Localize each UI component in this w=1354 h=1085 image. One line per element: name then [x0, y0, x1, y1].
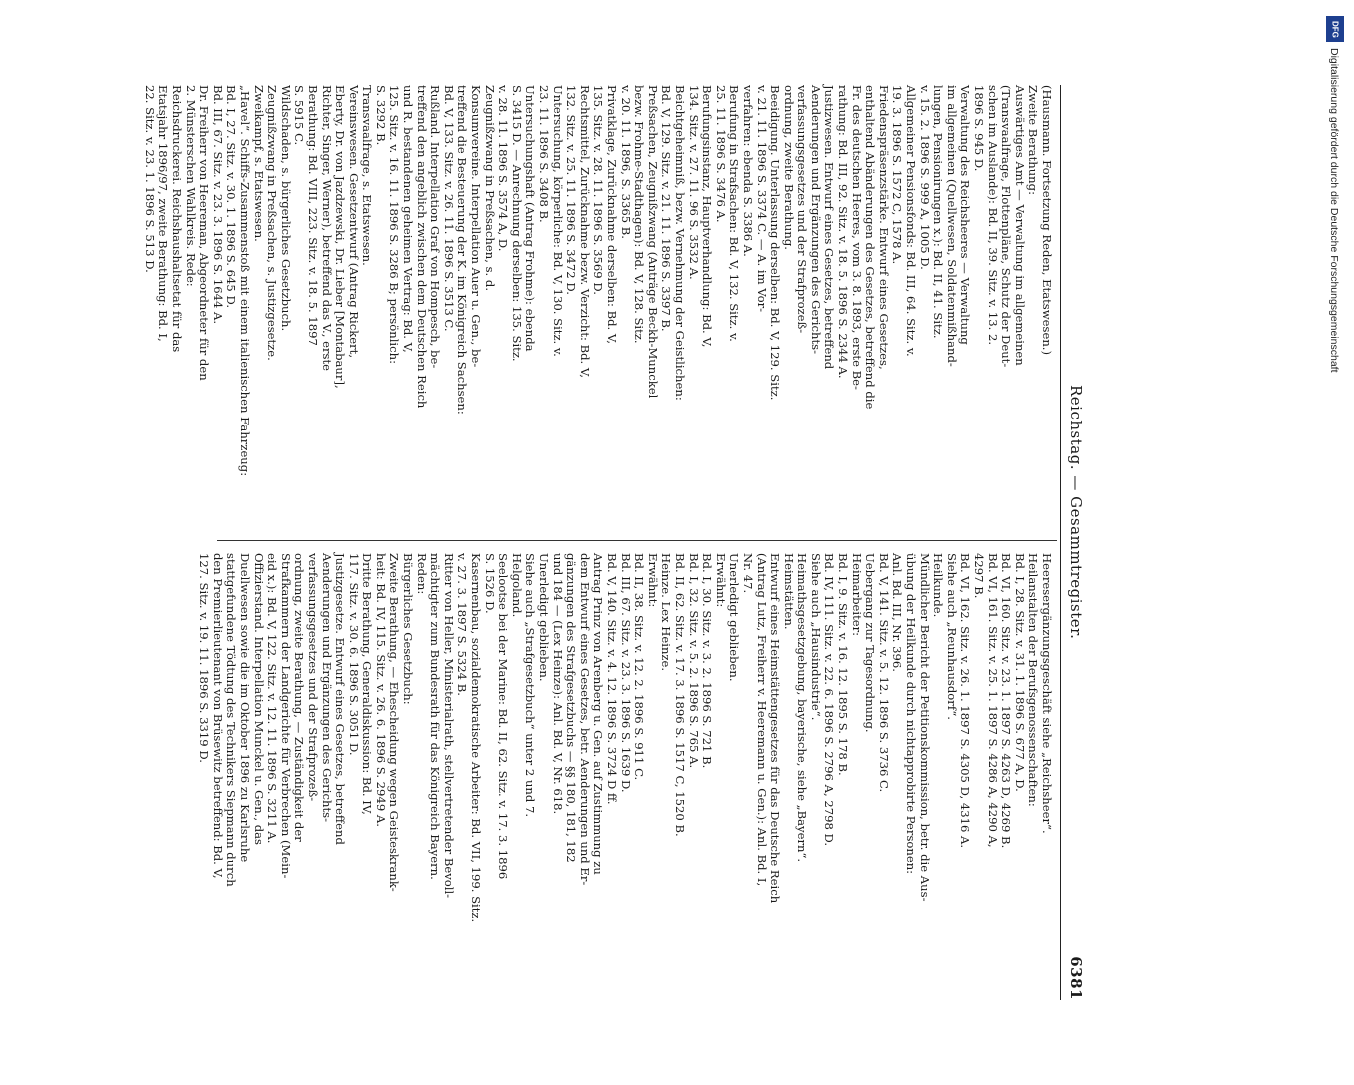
header-rule [1060, 85, 1061, 1000]
index-line: Allgemeiner Pensionsfonds: Bd. III, 64. Sitz. v. [904, 85, 919, 357]
index-line: übung der Heilkunde durch nichtapprobirte Personen: [904, 553, 919, 875]
index-line: Auswärtiges Amt — Verwaltung im allgemeinen [1012, 85, 1027, 366]
index-line: Aenderungen und Ergänzungen des Gerichts- [319, 553, 334, 822]
index-line: Uebergang zur Tagesordnung. [863, 553, 878, 733]
index-line: Seelootse bei der Marine: Bd. II, 62. Sitz. v. 17. 3. 1896 [496, 553, 511, 880]
index-line: Bd. V, 133. Sitz. v. 26. 11. 1896 S. 3513 C. [441, 85, 456, 332]
column-divider [217, 540, 1057, 541]
index-line: Untersuchung, körperliche: Bd. V, 130. Sitz. v. [550, 85, 565, 357]
dfg-logo: DFG [1326, 16, 1344, 42]
index-line: Anl. Bd. III, Nr. 396. [890, 553, 905, 672]
index-line: gänzungen des Strafgesetzbuchs — §§ 180, 181, 182 [564, 553, 579, 863]
index-line: (Transvaalfrage, Flottenpläne, Schutz der Deut- [999, 85, 1014, 368]
index-line: Kasernenbau, sozialdemokratische Arbeiter: Bd. VII, 199. Sitz. [469, 553, 484, 923]
index-line: 4297 B. [972, 553, 987, 599]
index-line: Heimarbeiter: [849, 553, 864, 637]
index-line: 23. 11. 1896 S. 3408 B. [537, 85, 552, 223]
index-line: S. 5915 C. [292, 85, 307, 146]
left-column [142, 85, 1054, 525]
index-line: Beeidigung. Unterlassung derselben: Bd. V, 129. Sitz. [768, 85, 783, 401]
index-line: eid x.): Bd. V, 122. Sitz. v. 12. 11. 1896 S. 3211 A. [265, 553, 280, 844]
index-line: Ritter von Heller, Ministerialrath, stellvertretender Bevoll- [441, 553, 456, 899]
index-line: Reichsdruckerei. Reichshaushaltsetat für das [170, 85, 184, 353]
index-line: Verwaltung des Reichsheeres — Verwaltung [958, 85, 973, 345]
index-line: Bd. V, 141. Sitz. v. 5. 12. 1896 S. 3736 C. [876, 553, 891, 793]
index-line: 132. Sitz. v. 25. 11. 1896 S. 3472 D. [564, 85, 579, 295]
index-line: Heeresergänzungsgeschäft siehe „Reichsheer“. [1040, 553, 1054, 834]
index-line: Berufungsinstanz, Hauptverhandlung: Bd. V, [700, 85, 715, 348]
index-line: v. 20. 11. 1896, S. 3365 B. [618, 85, 633, 239]
index-line: Bd. I, 9. Sitz. v. 16. 12. 1895 S. 178 B. [836, 553, 851, 776]
index-line: 25. 11. 1896 S. 3476 A. [713, 85, 728, 223]
index-line: Wildschaden, s. bürgerliches Gesetzbuch. [278, 85, 293, 332]
running-title: Reichstag. — Gesammtregister. [1067, 385, 1085, 640]
index-line: Bd. III, 67. Sitz. v. 23. 3. 1896 S. 1644 A. [210, 85, 225, 325]
index-line: Heilanstalten der Berufsgenossenschaften: [1026, 553, 1041, 807]
index-line: Untersuchungshaft (Antrag Frohme): ebenda [523, 85, 538, 352]
index-line: Reden: [414, 553, 429, 595]
index-line: Erwähnt: [713, 553, 728, 608]
index-line: Bd. V, 140. Sitz. v. 4. 12. 1896 S. 3724 D ff. [605, 553, 619, 805]
index-line: Unerledigt geblieben. [537, 553, 552, 682]
index-line: Heilkunde. [931, 553, 946, 618]
index-line: Erwähnt: [645, 553, 660, 608]
index-line: Beichtgeheimniß, bezw. Vernehmung der Geistlichen: [672, 85, 687, 401]
index-line: 117. Sitz. v. 30. 6. 1896 S. 3051 D. [346, 553, 361, 756]
index-line: Rechtsmittel, Zurücknahme bezw. Verzicht: Bd. V, [577, 85, 592, 378]
index-line: Siehe auch „Reunhausdorf“. [944, 553, 959, 720]
index-line: verfassungsgesetzes und der Strafprozeß- [305, 553, 320, 802]
index-line: Duellwesen sowie die im Oktober 1896 zu Karlsruhe [237, 553, 252, 863]
index-line: Bd. II, 62. Sitz. v. 17. 3. 1896 S. 1517 C, 1520 B. [672, 553, 687, 837]
index-line: Bd. VI, 160. Sitz. v. 23. 1. 1897 S. 4263 D, 4269 B. [999, 553, 1014, 849]
index-line: Bd. VI, 162. Sitz. v. 26. 1. 1897 S. 4305 D, 4316 A. [958, 553, 973, 849]
index-line: 127. Sitz. v. 19. 11. 1896 S. 3319 D. [197, 553, 212, 763]
index-line: Transvaalfrage, s. Etatswesen. [360, 85, 375, 266]
running-head [1063, 85, 1085, 1000]
index-line: Berathung: Bd. VIII, 223. Sitz. v. 18. 5. 1897 [305, 85, 320, 346]
index-line: Heimathsgesetzgebung, bayerische, siehe „Bayern“. [795, 553, 810, 863]
index-line: ordnung, zweite Berathung. [781, 85, 796, 250]
index-line: Berufung in Strafsachen: Bd. V, 132. Sitz. v. [727, 85, 742, 342]
index-line: 135. Sitz. v. 28. 11. 1896 S. 3569 D. [591, 85, 606, 295]
index-line: Fr. des deutschen Heeres, vom 3. 8. 1893, erste Be- [849, 85, 864, 390]
index-line: lungen, Pensionirungen x.): Bd. II, 41. Sitz. [931, 85, 946, 339]
index-line: S. 3292 B. [373, 85, 388, 146]
index-line: Heinze. Lex Heinze. [659, 553, 674, 672]
index-line: v. 21. 11. 1896 S. 3374 C. — A. im Vor- [754, 85, 769, 313]
index-line: Bd. VI, 161. Sitz. v. 25. 1. 1897 S. 4286 A, 4290 A, [985, 553, 1000, 848]
index-line: dem Entwurf eines Gesetzes, betr. Aenderungen und Er- [577, 553, 592, 886]
index-line: 2. Münsterschen Wahlkreis. Rede: [183, 85, 198, 287]
index-line: Bd. I, 28. Sitz. v. 31. 1. 1896 S. 677 A, D. [1012, 553, 1027, 792]
dfg-credit-text: Digitalisierung gefördert durch die Deutsche Forschungsgemeinschaft [1328, 48, 1340, 373]
index-line: Zweikampf, s. Etatswesen. [251, 85, 266, 242]
index-line: Bd. V, 129. Sitz. v. 21. 11. 1896 S. 3397 B. [659, 85, 674, 332]
index-line: Privatklage, Zurücknahme derselben: Bd. V, [605, 85, 619, 344]
index-line: bezw. Frohme-Stadthagen): Bd. V, 128. Sitz. [632, 85, 647, 344]
index-line: Rußland. Interpellation Graf von Hompesch, be- [428, 85, 443, 369]
index-line: 22. Sitz. v. 23. 1. 1896 S. 513 D. [142, 85, 157, 273]
index-line: und 184 — (Lex Heinze): Anl. Bd. V, Nr. 618. [550, 553, 565, 815]
index-line: enthaltend Abänderungen des Gesetzes, betreffend die [863, 85, 878, 410]
index-line: Justizgesetze. Entwurf eines Gesetzes, betreffend [333, 553, 348, 845]
index-line: 1896 S. 945 D. [972, 85, 987, 172]
index-line: im allgemeinen (Quellwesen, Soldatenmißhand- [944, 85, 959, 367]
index-line: „Havel“. Schiffs-Zusammenstoß mit einem italienischen Fahrzeug: [237, 85, 252, 477]
index-line: (Antrag Lutz, Freiherr v. Heeremann u. Gen.): Anl. Bd. I, [754, 553, 769, 887]
dfg-side-note [1318, 8, 1354, 988]
index-line: Helgoland. [509, 553, 524, 618]
index-line: Heimstätten. [781, 553, 796, 630]
index-line: Nr. 47. [740, 553, 755, 594]
index-line: Mündlicher Bericht der Petitionskommission, betr. die Aus- [917, 553, 932, 902]
index-line: v. 15. 2. 1896 S. 999 A, 1005 D. [917, 85, 932, 270]
index-line: Dritte Berathung, Generaldiskussion: Bd. IV, [360, 553, 375, 815]
index-line: Siehe auch „Strafgesetzbuch“ unter 2 und 7. [523, 553, 538, 818]
index-line: treffend die Besteuerung der K. im Königreich Sachsen: [455, 85, 470, 415]
index-line: stattgefundene Tödtung des Technikers Siepmann durch [224, 553, 239, 887]
index-line: 125. Sitz. v. 16. 11. 1896 S. 3286 B; persönlich: [387, 85, 402, 364]
index-line: verfassungsgesetzes und der Strafprozeß- [795, 85, 810, 334]
index-line: Justizwesen. Entwurf eines Gesetzes, betreffend [822, 85, 837, 370]
index-line: Eberty, Dr. von Jazdzewski, Dr. Lieber [Montabaur], [333, 85, 348, 389]
scanned-page [95, 85, 1085, 1085]
index-line: Strafkammern der Landgerichte für Verbrechen (Mein- [278, 553, 293, 879]
right-column [197, 553, 1054, 993]
page-content [142, 85, 1085, 1000]
index-line: Offizierstand. Interpellation Munckel u. Gen., das [251, 553, 266, 846]
index-line: Antrag Prinz von Arenberg u. Gen. auf Zustimmung zu [591, 553, 606, 875]
index-line: (Hausmann. Fortsetzung Reden, Etatswesen.) [1040, 85, 1054, 356]
index-line: Bürgerliches Gesetzbuch: [401, 553, 416, 705]
index-line: Bd. I, 32. Sitz. v. 5. 2. 1896 S. 765 A. [686, 553, 701, 769]
index-line: den Premierlieutenant von Brüsewitz betreffend: Bd. V, [210, 553, 225, 879]
index-line: Bd. II, 38. Sitz. v. 12. 2. 1896 S. 911 C. [632, 553, 647, 781]
index-line: Dr. Freiherr von Heereman, Abgeordneter für den [197, 85, 212, 381]
index-line: ordnung, zweite Berathung, — Zuständigkeit der [292, 553, 307, 842]
index-line: verfahren: ebenda S. 3386 A. [740, 85, 755, 257]
index-line: Zweite Berathung, — Ehescheidung wegen Geisteskrank- [387, 553, 402, 892]
index-line: Entwurf eines Heimstättengesetzes für das Deutsche Reich [768, 553, 783, 904]
index-line: Konsumvereine. Interpellation Auer u. Gen., be- [469, 85, 484, 368]
index-line: Preßsachen, Zeugnißzwang (Anträge Beckh-Munckel [645, 85, 660, 399]
index-line: mächtigter zum Bundesrath für das Königreich Bayern. [428, 553, 443, 880]
index-line: heit: Bd. IV, 115. Sitz. v. 26. 6. 1896 S. 2949 A. [373, 553, 388, 827]
index-line: S. 1526 D. [482, 553, 497, 614]
page-number: 6381 [1067, 956, 1085, 1000]
index-line: und R. bestandenen geheimen Vertrag: Bd. V, [401, 85, 416, 353]
index-line: Etatsjahr 1896/97, zweite Berathung: Bd. I, [156, 85, 171, 342]
index-line: Friedenspräsenzstärke. Entwurf eines Gesetzes, [876, 85, 891, 370]
index-line: Zeugnißzwang in Preßsachen, s. Justizgesetze. [265, 85, 280, 361]
index-line: v. 28. 11. 1896 S. 3574 A, D. [496, 85, 511, 252]
index-line: Bd. III, 67. Sitz. v. 23. 3. 1896 S. 1639 D. [618, 553, 633, 793]
index-line: Bd. I, 30. Sitz. v. 3. 2. 1896 S. 721 B. [700, 553, 715, 769]
index-line: rathung: Bd. III, 92. Sitz. v. 18. 5. 1896 S. 2344 A. [836, 85, 851, 379]
index-line: Siehe auch „Hausindustrie“. [808, 553, 823, 721]
index-line: Unerledigt geblieben. [727, 553, 742, 682]
index-line: 19. 3. 1896 S. 1572 C, 1578 A. [890, 85, 905, 265]
index-line: Zweite Berathung: [1026, 85, 1041, 195]
index-line: Zeugnißzwang in Preßsachen, s. d. [482, 85, 497, 291]
index-line: Bd. IV, 111. Sitz. v. 22. 6. 1896 S. 2796 A, 2798 D. [822, 553, 837, 847]
index-line: Vereinswesen. Gesetzentwurf (Antrag Rickert, [346, 85, 361, 359]
index-line: S. 3415 D. — Anrechnung derselben: 135. Sitz. [509, 85, 524, 362]
index-line: Bd. I, 27. Sitz. v. 30. 1. 1896 S. 645 D. [224, 85, 239, 309]
index-line: schen im Auslande): Bd. II, 39. Sitz. v. 13. 2. [985, 85, 1000, 346]
index-line: 134. Sitz. v. 27. 11. 96 S. 3532 A. [686, 85, 701, 280]
index-line: v. 27. 3. 1897 S. 5324 B. [455, 553, 470, 696]
index-line: Richter, Singer, Werner), betreffend das V., erste [319, 85, 334, 371]
index-line: Aenderungen und Ergänzungen des Gerichts- [808, 85, 823, 354]
index-line: treffend den angeblich zwischen dem Deutschen Reich [414, 85, 429, 409]
